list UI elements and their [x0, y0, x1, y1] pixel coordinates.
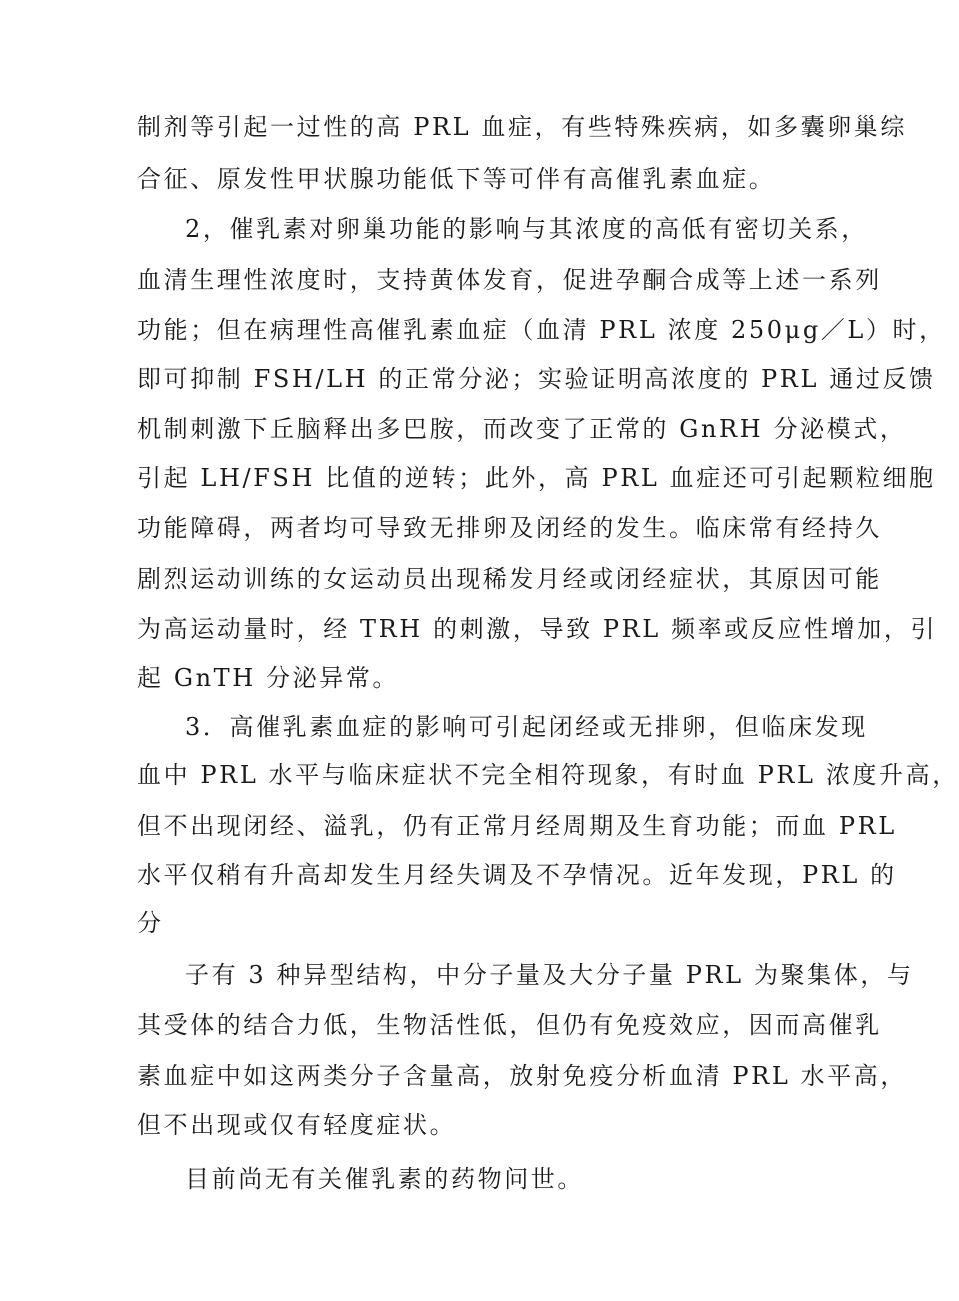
text-line: 血清生理性浓度时，支持黄体发育，促进孕酮合成等上述一系列: [137, 266, 882, 294]
text-line: 血中 PRL 水平与临床症状不完全相符现象，有时血 PRL 浓度升高，: [137, 761, 959, 789]
text-line: 功能障碍，两者均可导致无排卵及闭经的发生。临床常有经持久: [137, 514, 882, 542]
text-line: 分: [137, 909, 164, 937]
text-line: 水平仅稍有升高却发生月经失调及不孕情况。近年发现，PRL 的: [137, 861, 897, 889]
text-line: 其受体的结合力低，生物活性低，但仍有免疫效应，因而高催乳: [137, 1011, 882, 1039]
paragraph-2-first-line: 2，催乳素对卵巢功能的影响与其浓度的高低有密切关系，: [185, 215, 868, 243]
text-line: 制剂等引起一过性的高 PRL 血症，有些特殊疾病，如多囊卵巢综: [137, 113, 908, 141]
paragraph-continuation-first-line: 子有 3 种异型结构，中分子量及大分子量 PRL 为聚集体，与: [185, 961, 914, 989]
text-line: 为高运动量时，经 TRH 的刺激，导致 PRL 频率或反应性增加，引: [137, 615, 938, 643]
text-line: 合征、原发性甲状腺功能低下等可伴有高催乳素血症。: [137, 165, 776, 193]
paragraph-3-first-line: 3．高催乳素血症的影响可引起闭经或无排卵，但临床发现: [185, 713, 868, 741]
text-line: 引起 LH/FSH 比值的逆转；此外，高 PRL 血症还可引起颗粒细胞: [137, 464, 936, 492]
text-line: 即可抑制 FSH/LH 的正常分泌；实验证明高浓度的 PRL 通过反馈: [137, 365, 936, 393]
text-line: 起 GnTH 分泌异常。: [137, 664, 400, 692]
text-line: 素血症中如这两类分子含量高，放射免疫分析血清 PRL 水平高，: [137, 1062, 908, 1090]
text-line: 机制刺激下丘脑释出多巴胺，而改变了正常的 GnRH 分泌模式，: [137, 415, 907, 443]
text-line: 剧烈运动训练的女运动员出现稀发月经或闭经症状，其原因可能: [137, 565, 882, 593]
text-line: 功能；但在病理性高催乳素血症（血清 PRL 浓度 250μg／L）时，: [137, 316, 946, 344]
text-line: 但不出现或仅有轻度症状。: [137, 1111, 457, 1139]
closing-sentence: 目前尚无有关催乳素的药物问世。: [185, 1165, 584, 1193]
text-line: 但不出现闭经、溢乳，仍有正常月经周期及生育功能；而血 PRL: [137, 812, 897, 840]
